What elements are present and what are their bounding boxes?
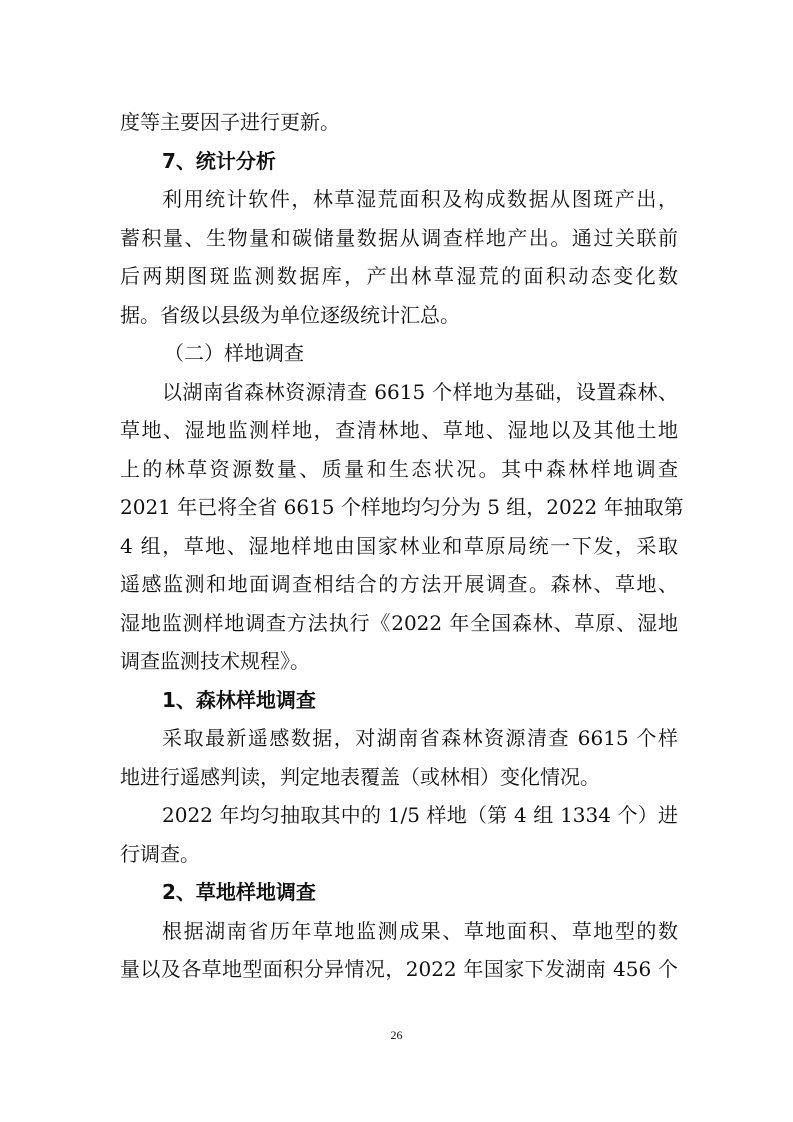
text-line: 根据湖南省历年草地监测成果、草地面积、草地型的数 [162,918,678,943]
text-line: 度等主要因子进行更新。 [120,110,340,134]
text-line: 蓄积量、生物量和碳储量数据从调查样地产出。通过关联前 [120,225,678,250]
text-line: 2022 年均匀抽取其中的 1/5 样地（第 4 组 1334 个）进 [162,803,678,827]
text-line: 上的林草资源数量、质量和生态状况。其中森林样地调查 [120,456,678,481]
text-line: 后两期图斑监测数据库，产出林草湿荒的面积动态变化数 [120,264,678,288]
text-line: 遥感监测和地面调查相结合的方法开展调查。森林、草地、 [120,572,678,596]
text-line: 地进行遥感判读，判定地表覆盖（或林相）变化情况。 [120,764,600,789]
text-line: 湿地监测样地调查方法执行《2022 年全国森林、草原、湿地 [120,610,678,635]
text-line: 行调查。 [120,841,200,866]
text-line: 调查监测技术规程》。 [120,649,310,673]
page-number: 26 [390,1028,403,1042]
text-line: 4 组，草地、湿地样地由国家林业和草原局统一下发，采取 [120,533,678,558]
document-body [120,103,684,989]
section-heading: 1、森林样地调查 [162,687,316,712]
text-line: 草地、湿地监测样地，查清林地、草地、湿地以及其他土地 [120,418,678,442]
section-heading: 2、草地样地调查 [162,880,316,904]
text-line: 2021 年已将全省 6615 个样地均匀分为 5 组，2022 年抽取第 [120,495,684,519]
text-line: 据。省级以县级为单位逐级统计汇总。 [120,302,460,327]
subsection-heading: （二）样地调查 [164,341,304,365]
text-line: 采取最新遥感数据，对湖南省森林资源清查 6615 个样 [162,726,678,750]
text-line: 利用统计软件，林草湿荒面积及构成数据从图斑产出， [162,187,678,211]
text-line: 以湖南省森林资源清查 6615 个样地为基础，设置森林、 [162,379,678,404]
section-heading: 7、统计分析 [162,148,276,173]
text-line: 量以及各草地型面积分异情况，2022 年国家下发湖南 456 个 [120,957,678,981]
